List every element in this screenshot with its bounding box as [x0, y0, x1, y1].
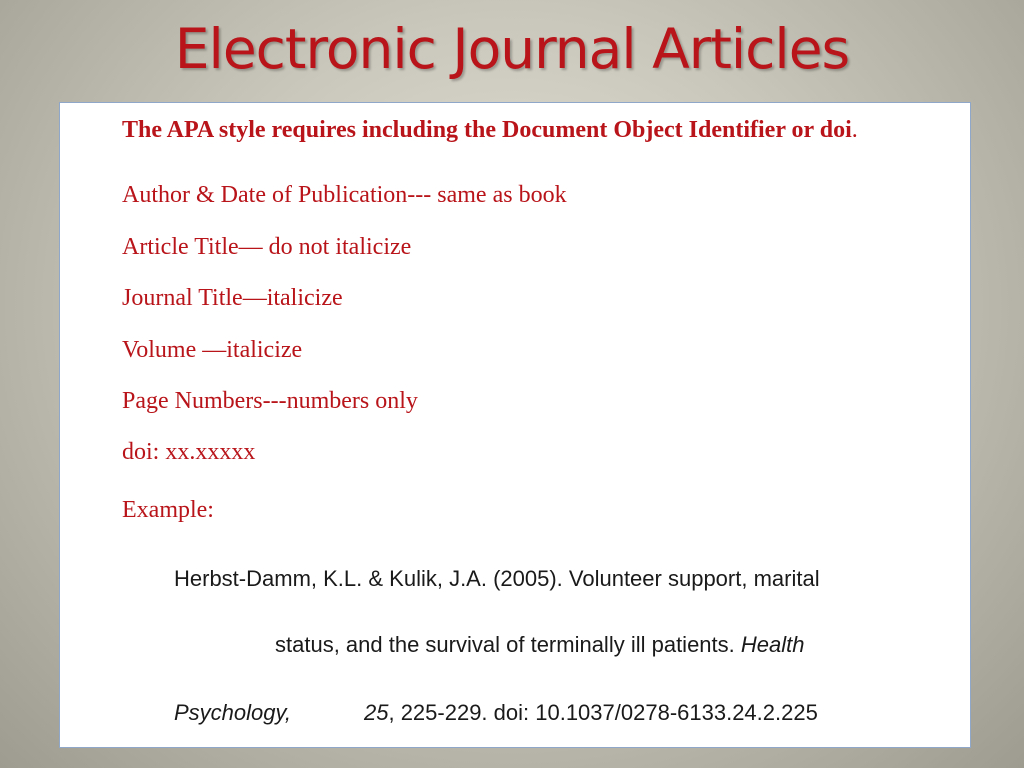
- citation-journal-name-part1: Health: [740, 632, 805, 657]
- intro-text: The APA style requires including the Document Object Identifier or: [122, 117, 820, 143]
- citation-line-2: [275, 632, 804, 658]
- citation-journal-name-part2: Psychology,: [174, 700, 291, 725]
- apa-intro-text: [122, 115, 1010, 146]
- rule-volume: Volume —italicize: [122, 337, 303, 363]
- citation-line-1: Herbst-Damm, K.L. & Kulik, J.A. (2005). Volunteer support, marital: [174, 566, 820, 591]
- content-box: [59, 102, 971, 748]
- slide-title: Electronic Journal Articles: [174, 17, 850, 81]
- rule-doi: doi: xx.xxxxx: [122, 439, 256, 465]
- rule-journal-title: Journal Title—italicize: [122, 285, 343, 311]
- citation-pages-doi: , 225-229. doi: 10.1037/0278-6133.24.2.225: [388, 700, 818, 725]
- rule-author-date: Author & Date of Publication--- same as book: [122, 182, 567, 208]
- rule-page-numbers: Page Numbers---numbers only: [122, 388, 418, 414]
- citation-volume: 25: [363, 700, 389, 725]
- intro-period: .: [851, 117, 858, 143]
- doi-term: doi: [819, 117, 852, 143]
- rule-article-title: Article Title— do not italicize: [122, 234, 412, 260]
- example-label: Example:: [122, 497, 214, 523]
- citation-article-title: status, and the survival of terminally ill patients.: [275, 632, 741, 657]
- citation-line-3: [174, 700, 818, 726]
